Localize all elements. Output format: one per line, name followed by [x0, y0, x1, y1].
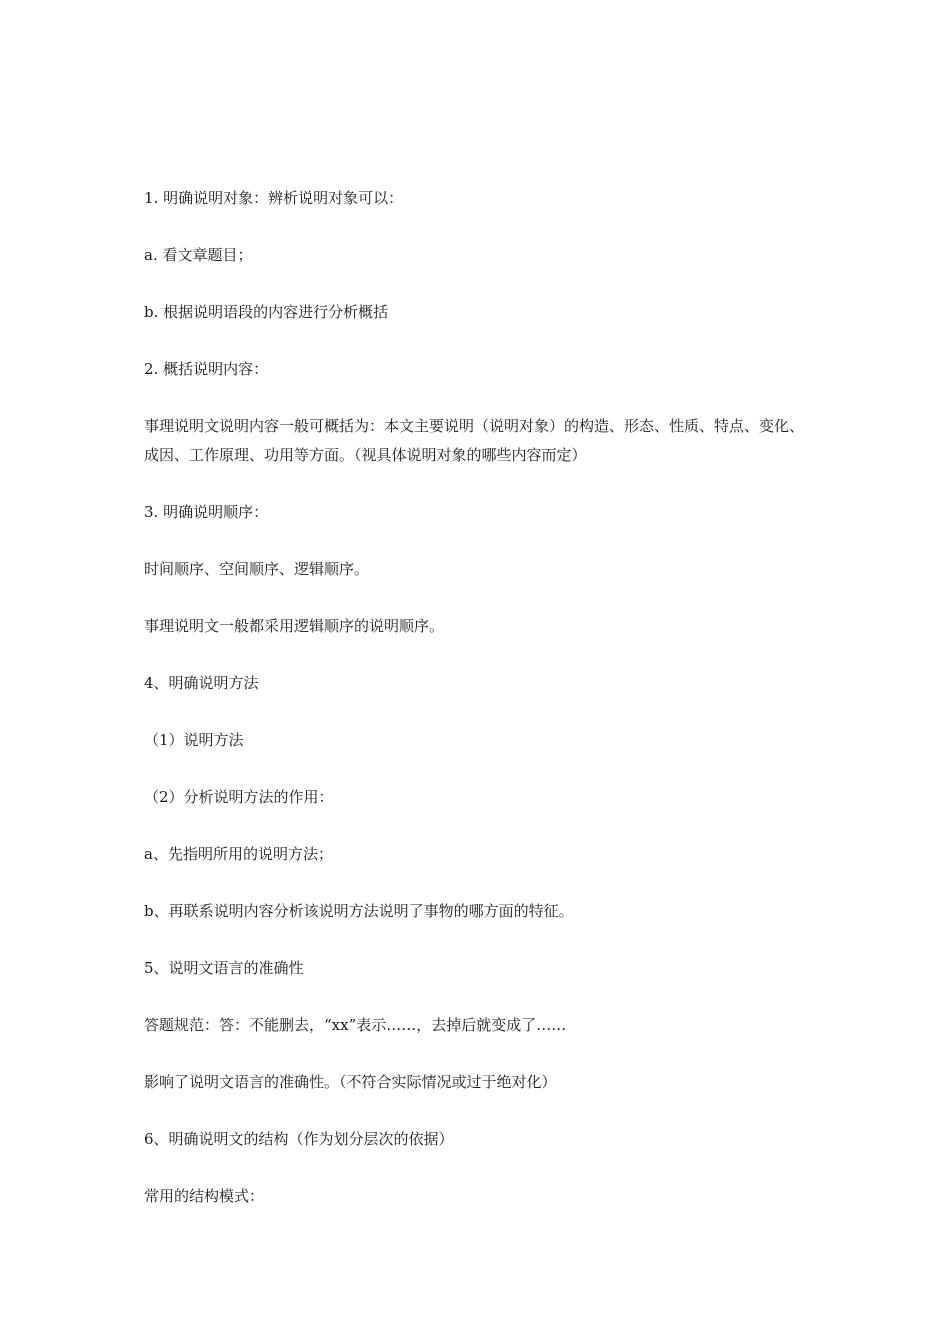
- section-6-heading: 6、明确说明文的结构（作为划分层次的依据）: [144, 1130, 454, 1148]
- accuracy-impact-paragraph: 影响了说明文语言的准确性。（不符合实际情况或过于绝对化）: [144, 1073, 557, 1091]
- subsection-1-heading: （1）说明方法: [144, 731, 244, 749]
- section-5-heading: 5、说明文语言的准确性: [144, 959, 304, 977]
- list-item-b-content: b. 根据说明语段的内容进行分析概括: [144, 303, 389, 321]
- section-2-heading: 2. 概括说明内容：: [144, 360, 269, 378]
- section-4-heading: 4、明确说明方法: [144, 674, 259, 692]
- section-3-heading: 3. 明确说明顺序：: [144, 503, 269, 521]
- list-item-b-analysis: b、再联系说明内容分析该说明方法说明了事物的哪方面的特征。: [144, 902, 574, 920]
- answer-format-paragraph: 答题规范：答：不能删去，“xx”表示……，去掉后就变成了……: [144, 1016, 567, 1034]
- list-item-a-method: a、先指明所用的说明方法；: [144, 845, 333, 863]
- logical-order-paragraph: 事理说明文一般都采用逻辑顺序的说明顺序。: [144, 617, 445, 635]
- subsection-2-heading: （2）分析说明方法的作用：: [144, 788, 334, 806]
- structure-modes-paragraph: 常用的结构模式：: [144, 1187, 265, 1205]
- document-body: [144, 184, 814, 1239]
- content-summary-paragraph: 事理说明文说明内容一般可概括为：本文主要说明（说明对象）的构造、形态、性质、特点、变化、成因、工作原理、功用等方面。（视具体说明对象的哪些内容而定）: [144, 417, 805, 464]
- list-item-a-title: a. 看文章题目；: [144, 246, 253, 264]
- section-1-heading: 1. 明确说明对象：辨析说明对象可以：: [144, 189, 404, 207]
- order-types-paragraph: 时间顺序、空间顺序、逻辑顺序。: [144, 560, 370, 578]
